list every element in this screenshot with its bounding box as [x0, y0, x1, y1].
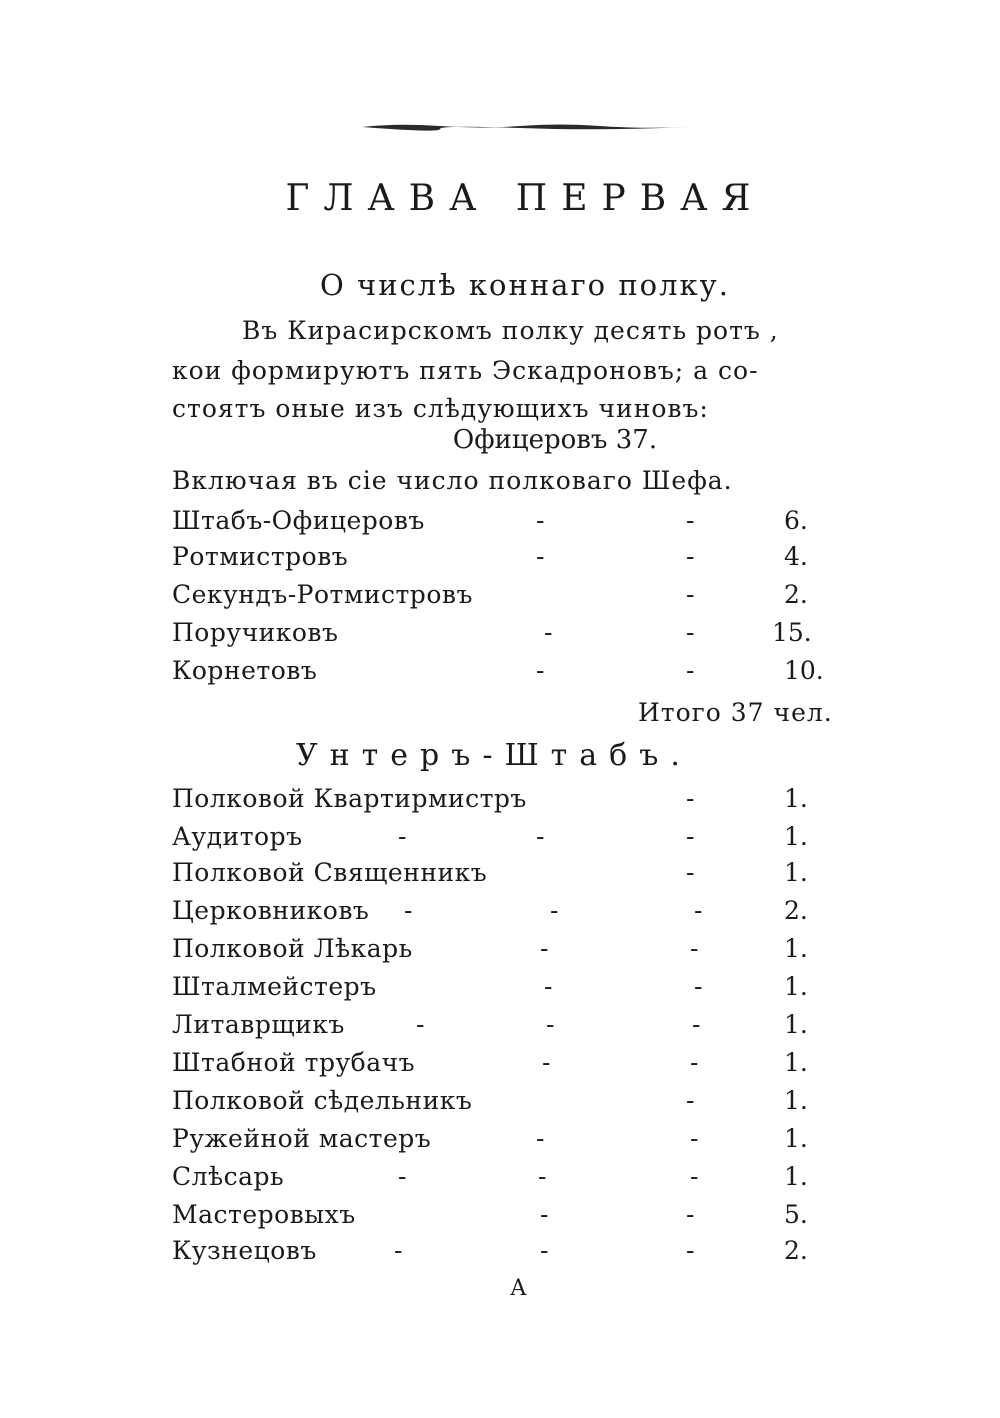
leader-dash: - — [692, 1010, 701, 1039]
leader-dash: - — [416, 1010, 425, 1039]
leader-dash: - — [540, 934, 549, 963]
section-title: О числѣ коннаго полку. — [320, 268, 730, 302]
list-item-staff — [172, 822, 832, 852]
staff-count: 2. — [784, 896, 808, 925]
list-item-staff — [172, 1200, 832, 1230]
leader-dash: - — [694, 972, 703, 1001]
staff-rank: Кузнецовъ — [172, 1236, 317, 1265]
leader-dash: - — [686, 656, 695, 685]
leader-dash: - — [694, 896, 703, 925]
leader-dash: - — [690, 1162, 699, 1191]
staff-rank: Литаврщикъ — [172, 1010, 345, 1039]
intro-line-2: кои формируютъ пять Эскадроновъ; а со- — [172, 356, 759, 385]
leader-dash: - — [536, 506, 545, 535]
staff-heading: Унтеръ-Штабъ. — [296, 738, 692, 773]
leader-dash: - — [686, 1086, 695, 1115]
officer-rank: Секундъ-Ротмистровъ — [172, 580, 473, 609]
leader-dash: - — [686, 784, 695, 813]
list-item-staff — [172, 1236, 832, 1266]
staff-count: 1. — [784, 1162, 808, 1191]
leader-dash: - — [536, 822, 545, 851]
staff-count: 1. — [784, 1048, 808, 1077]
staff-rank: Полковой сѣдельникъ — [172, 1086, 473, 1115]
leader-dash: - — [686, 1236, 695, 1265]
staff-count: 2. — [784, 1236, 808, 1265]
leader-dash: - — [550, 896, 559, 925]
leader-dash: - — [536, 542, 545, 571]
staff-rank: Штабной трубачъ — [172, 1048, 416, 1077]
officer-rank: Корнетовъ — [172, 656, 318, 685]
leader-dash: - — [686, 542, 695, 571]
list-item-staff — [172, 1010, 832, 1040]
staff-count: 1. — [784, 1010, 808, 1039]
leader-dash: - — [686, 822, 695, 851]
leader-dash: - — [686, 858, 695, 887]
staff-rank: Аудиторъ — [172, 822, 303, 851]
staff-rank: Слѣсарь — [172, 1162, 285, 1191]
staff-count: 5. — [784, 1200, 808, 1229]
leader-dash: - — [542, 1048, 551, 1077]
officer-count: 6. — [784, 506, 808, 535]
intro-line-1: Въ Кирасирскомъ полку десять ротъ , — [242, 316, 779, 345]
leader-dash: - — [686, 506, 695, 535]
leader-dash: - — [538, 1162, 547, 1191]
staff-count: 1. — [784, 858, 808, 887]
officer-count: 2. — [784, 580, 808, 609]
staff-rank: Мастеровыхъ — [172, 1200, 356, 1229]
leader-dash: - — [686, 580, 695, 609]
leader-dash: - — [544, 618, 553, 647]
officer-count: 15. — [772, 618, 812, 647]
leader-dash: - — [404, 896, 413, 925]
leader-dash: - — [690, 1048, 699, 1077]
officer-rank: Ротмистровъ — [172, 542, 349, 571]
leader-dash: - — [536, 656, 545, 685]
leader-dash: - — [398, 1162, 407, 1191]
staff-rank: Полковой Лѣкарь — [172, 934, 413, 963]
leader-dash: - — [686, 618, 695, 647]
staff-rank: Церковниковъ — [172, 896, 370, 925]
list-item-staff — [172, 1124, 832, 1154]
staff-count: 1. — [784, 1124, 808, 1153]
staff-count: 1. — [784, 784, 808, 813]
leader-dash: - — [536, 1124, 545, 1153]
leader-dash: - — [544, 972, 553, 1001]
officers-heading: Офицеровъ 37. — [452, 425, 658, 455]
staff-rank: Полковой Квартирмистръ — [172, 784, 527, 813]
staff-rank: Шталмейстеръ — [172, 972, 377, 1001]
list-item-staff — [172, 934, 832, 964]
officers-total: Итого 37 чел. — [638, 698, 833, 727]
list-item-staff — [172, 784, 832, 814]
list-item-staff — [172, 896, 832, 926]
list-item-staff — [172, 1086, 832, 1116]
list-item-staff — [172, 1162, 832, 1192]
chapter-title: ГЛАВА ПЕРВАЯ — [285, 178, 765, 219]
officer-rank: Поручиковъ — [172, 618, 339, 647]
list-item-officer — [172, 656, 832, 686]
leader-dash: - — [394, 1236, 403, 1265]
leader-dash: - — [686, 1200, 695, 1229]
list-item-officer — [172, 542, 832, 572]
list-item-officer — [172, 580, 832, 610]
ornamental-rule — [360, 122, 690, 132]
staff-count: 1. — [784, 822, 808, 851]
inclusion-note: Включая въ сіе число полковаго Шефа. — [172, 466, 733, 495]
list-item-staff — [172, 858, 832, 888]
leader-dash: - — [690, 934, 699, 963]
signature-mark: А — [510, 1276, 527, 1301]
leader-dash: - — [690, 1124, 699, 1153]
list-item-officer — [172, 618, 832, 648]
officer-count: 4. — [784, 542, 808, 571]
leader-dash: - — [546, 1010, 555, 1039]
staff-count: 1. — [784, 972, 808, 1001]
list-item-staff — [172, 1048, 832, 1078]
leader-dash: - — [398, 822, 407, 851]
leader-dash: - — [540, 1200, 549, 1229]
list-item-officer — [172, 506, 832, 536]
list-item-staff — [172, 972, 832, 1002]
staff-count: 1. — [784, 934, 808, 963]
intro-line-3: стоятъ оные изъ слѣдующихъ чиновъ: — [172, 394, 709, 423]
officer-count: 10. — [784, 656, 824, 685]
staff-rank: Ружейной мастеръ — [172, 1124, 432, 1153]
officer-rank: Штабъ-Офицеровъ — [172, 506, 425, 535]
staff-rank: Полковой Священникъ — [172, 858, 488, 887]
leader-dash: - — [540, 1236, 549, 1265]
staff-count: 1. — [784, 1086, 808, 1115]
